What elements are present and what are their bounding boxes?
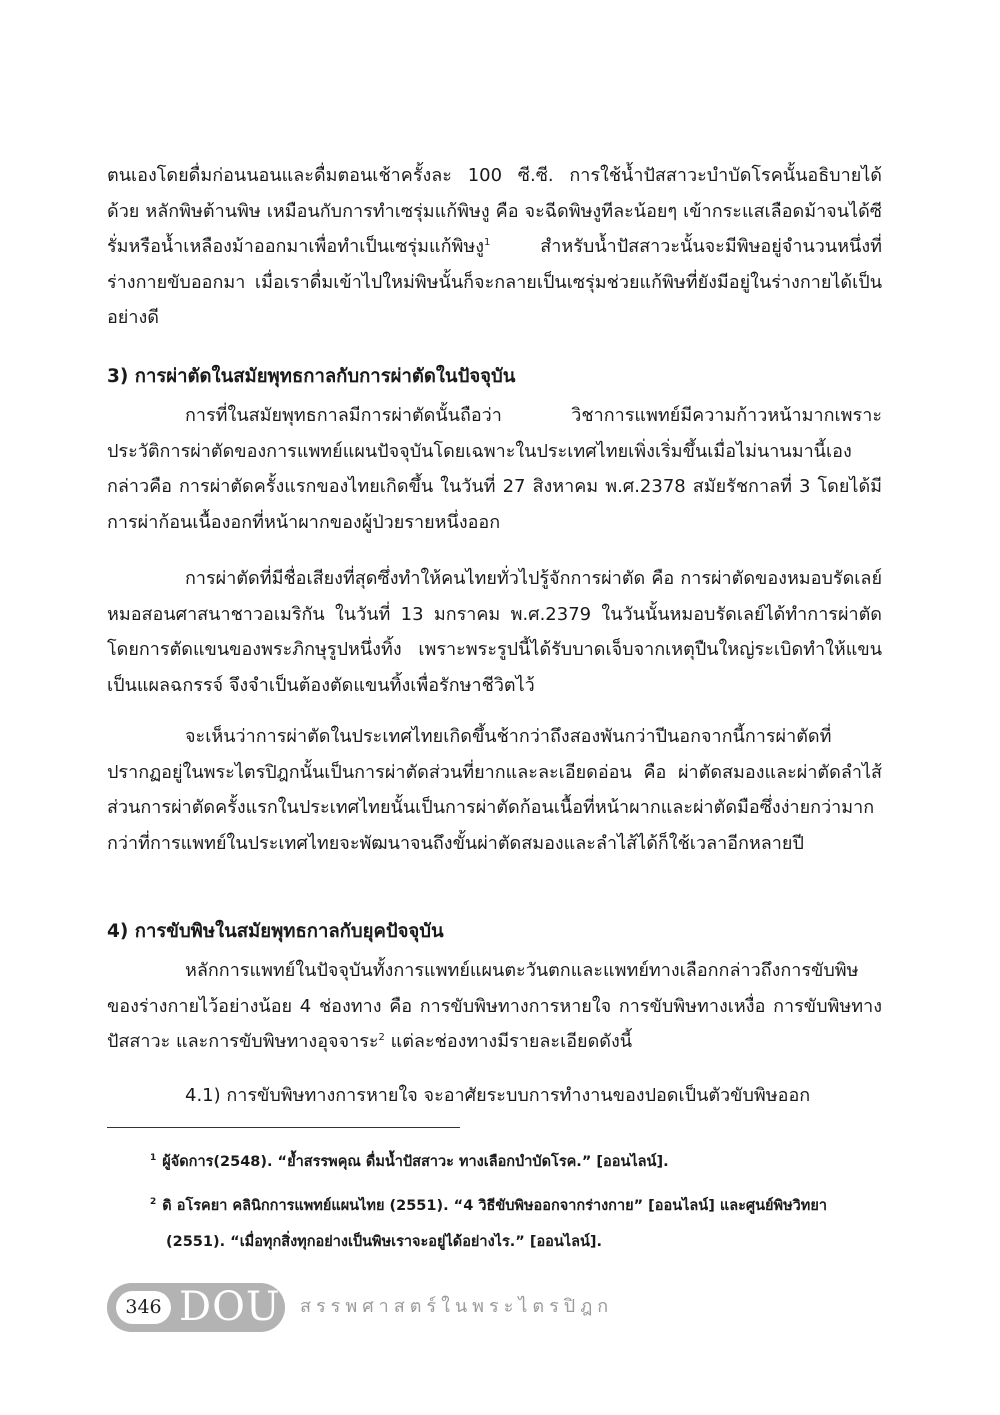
heading-section-3: 3) การผ่าตัดในสมัยพุทธกาลกับการผ่าตัดในปัจจุบัน <box>107 366 516 387</box>
book-title: สรรพศาสตร์ในพระไตรปิฎก <box>300 1296 614 1317</box>
dou-logo: DOU <box>179 1284 281 1330</box>
footnote-ref-2: 2 <box>378 1032 385 1043</box>
footnote-divider <box>107 1127 460 1128</box>
page-number: 346 <box>116 1291 171 1324</box>
footnote-1: $^1$ ผู้จัดการ(2548). “ย้ำสรรพคุณ ดื่มน้ำปัสสาวะ ทางเลือกบำบัดโรค.” [ออนไลน์]. <box>150 1153 669 1170</box>
paragraph-4a: หลักการแพทย์ในปัจจุบันทั้งการแพทย์แผนตะวันตกและแพทย์ทางเลือกกล่าวถึงการขับพิษของร่างกายไว้อย่างน้อย 4 ช่องทาง คือ การขับพิษทางการหายใจ การขับพิษทางเหงื่อ การขับพิษทางปัสสาวะ และการขับพิษทางอุจจาระ$^2$ แต่ละช่องทางมีรายละเอียดดังนี้ <box>107 960 882 1052</box>
paragraph-4-1: 4.1) การขับพิษทางการหายใจ จะอาศัยระบบการทำงานของปอดเป็นตัวขับพิษออก <box>185 1085 811 1106</box>
paragraph-3c: จะเห็นว่าการผ่าตัดในประเทศไทยเกิดขึ้นช้ากว่าถึงสองพันกว่าปีนอกจากนี้การผ่าตัดที่ปรากฏอยู่ในพระไตรปิฎกนั้นเป็นการผ่าตัดส่วนที่ยากและละเอียดอ่อน คือ ผ่าตัดสมองและผ่าตัดลำไส้ ส่วนการผ่าตัดครั้งแรกในประเทศไทยนั้นเป็นการผ่าตัดก้อนเนื้อที่หน้าผากและผ่าตัดมือซึ่งง่ายกว่ามาก กว่าที่การแพทย์ในประเทศไทยจะพัฒนาจนถึงขั้นผ่าตัดสมองและลำไส้ได้ก็ใช้เวลาอีกหลายปี <box>107 726 882 854</box>
footnote-2-number: 2 <box>150 1197 157 1208</box>
heading-section-4: 4) การขับพิษในสมัยพุทธกาลกับยุคปัจจุบัน <box>107 921 444 942</box>
footer-badge <box>107 1283 285 1332</box>
footnote-ref-1: 1 <box>484 237 491 248</box>
footnote-2: $^2$ ดิ อโรคยา คลินิกการแพทย์แผนไทย (2551). “4 วิธีขับพิษออกจากร่างกาย” [ออนไลน์] และศูนย์พิษวิทยา (2551). “เมื่อทุกสิ่งทุกอย่างเป็นพิษเราจะอยู่ได้อย่างไร.” [ออนไลน์]. <box>150 1197 827 1250</box>
paragraph-3b: การผ่าตัดที่มีชื่อเสียงที่สุดซึ่งทำให้คนไทยทั่วไปรู้จักการผ่าตัด คือ การผ่าตัดของหมอบรัดเลย์ หมอสอนศาสนาชาวอเมริกัน ในวันที่ 13 มกราคม พ.ศ.2379 ในวันนั้นหมอบรัดเลย์ได้ทำการผ่าตัดโดยการตัดแขนของพระภิกษุรูปหนึ่งทิ้ง เพราะพระรูปนี้ได้รับบาดเจ็บจากเหตุปืนใหญ่ระเบิดทำให้แขนเป็นแผลฉกรรจ์ จึงจำเป็นต้องตัดแขนทิ้งเพื่อรักษาชีวิตไว้ <box>107 568 882 696</box>
paragraph-intro: ตนเองโดยดื่มก่อนนอนและดื่มตอนเช้าครั้งละ 100 ซี.ซี. การใช้น้ำปัสสาวะบำบัดโรคนั้นอธิบายได้ด้วย หลักพิษต้านพิษ เหมือนกับการทำเซรุ่มแก้พิษงู คือ จะฉีดพิษงูทีละน้อยๆ เข้ากระแสเลือดม้าจนได้ซีรั่มหรือน้ำเหลืองม้าออกมาเพื่อทำเป็นเซรุ่มแก้พิษงู$^1$ สำหรับน้ำปัสสาวะนั้นจะมีพิษอยู่จำนวนหนึ่งที่ร่างกายขับออกมา เมื่อเราดื่มเข้าไปใหม่พิษนั้นก็จะกลายเป็นเซรุ่มช่วยแก้พิษที่ยังมีอยู่ในร่างกายได้เป็นอย่างดี <box>107 165 882 328</box>
paragraph-3a: การที่ในสมัยพุทธกาลมีการผ่าตัดนั้นถือว่า วิชาการแพทย์มีความก้าวหน้ามากเพราะประวัติการผ่าตัดของการแพทย์แผนปัจจุบันโดยเฉพาะในประเทศไทยเพิ่งเริ่มขึ้นเมื่อไม่นานมานี้เอง กล่าวคือ การผ่าตัดครั้งแรกของไทยเกิดขึ้น ในวันที่ 27 สิงหาคม พ.ศ.2378 สมัยรัชกาลที่ 3 โดยได้มีการผ่าก้อนเนื้องอกที่หน้าผากของผู้ป่วยรายหนึ่งออก <box>107 405 882 533</box>
footnote-1-number: 1 <box>150 1153 157 1164</box>
